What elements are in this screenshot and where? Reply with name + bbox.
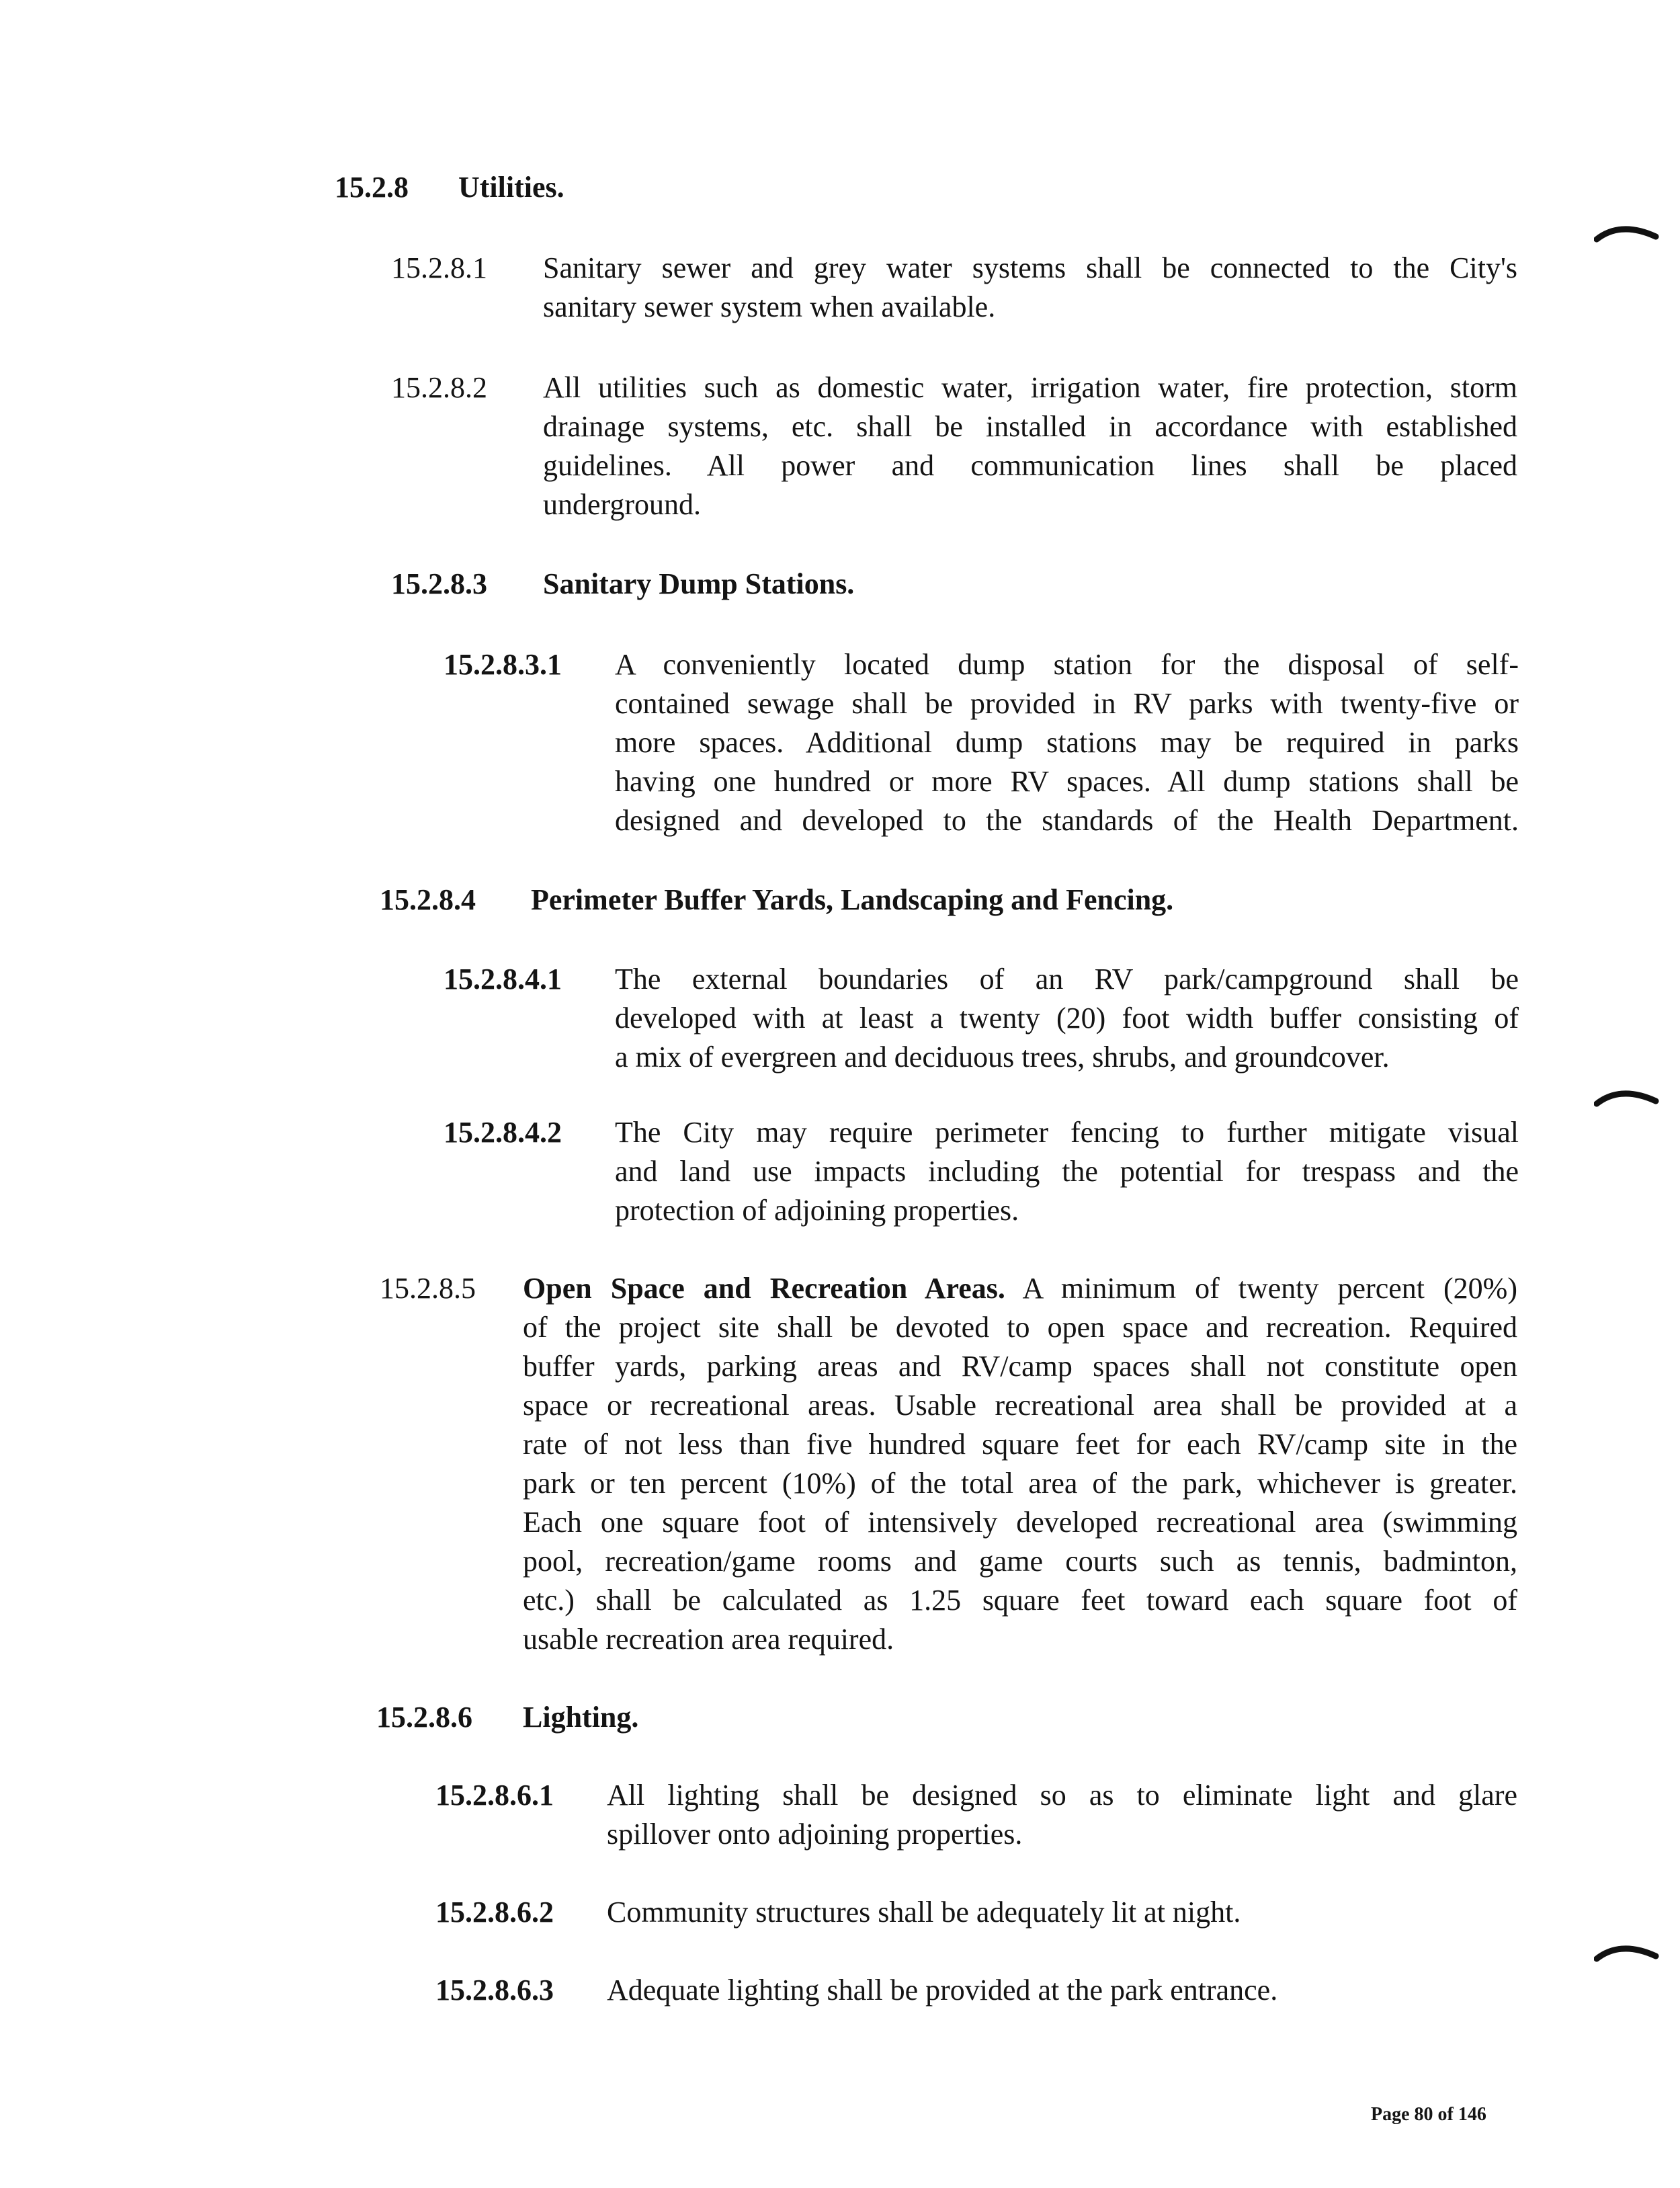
clause-text-line: Each one square foot of intensively developed recreational area (swimming: [523, 1506, 1517, 1539]
clause-text-line: underground.: [543, 488, 702, 521]
section-title: Utilities.: [458, 171, 564, 204]
clause-text-line: spillover onto adjoining properties.: [607, 1818, 1023, 1851]
clause-title: Open Space and Recreation Areas.: [523, 1272, 1005, 1305]
clause-text-line: protection of adjoining properties.: [615, 1194, 1019, 1227]
clause-number: 15.2.8.6.1: [435, 1779, 554, 1812]
clause-text-line: buffer yards, parking areas and RV/camp spaces shall not constitute open: [523, 1350, 1517, 1383]
section-number: 15.2.8.6: [376, 1701, 472, 1734]
clause-text-line: A conveniently located dump station for the disposal of self-: [615, 648, 1519, 681]
clause-number: 15.2.8.2: [391, 371, 487, 404]
section-number: 15.2.8.4: [380, 883, 476, 916]
clause-number: 15.2.8.5: [380, 1272, 476, 1305]
clause-number: 15.2.8.1: [391, 251, 487, 284]
clause-text-line: The City may require perimeter fencing to further mitigate visual: [615, 1116, 1519, 1149]
clause-text-line: having one hundred or more RV spaces. All dump stations shall be: [615, 765, 1519, 798]
clause-text-line: a mix of evergreen and deciduous trees, shrubs, and groundcover.: [615, 1041, 1390, 1073]
clause-text-line: developed with at least a twenty (20) foot width buffer consisting of: [615, 1002, 1519, 1035]
clause-lead-text: A minimum of twenty percent (20%): [1022, 1272, 1517, 1305]
clause-text-line: contained sewage shall be provided in RV parks with twenty-five or: [615, 687, 1519, 720]
clause-text-line: usable recreation area required.: [523, 1623, 894, 1656]
clause-text-line: rate of not less than five hundred square feet for each RV/camp site in the: [523, 1428, 1517, 1461]
clause-text-line: pool, recreation/game rooms and game courts such as tennis, badminton,: [523, 1545, 1517, 1578]
clause-number: 15.2.8.6.2: [435, 1896, 554, 1929]
clause-text-line: guidelines. All power and communication lines shall be placed: [543, 449, 1517, 482]
clause-text-line: etc.) shall be calculated as 1.25 square feet toward each square foot of: [523, 1584, 1517, 1617]
clause-text-line: designed and developed to the standards of the Health Department.: [615, 804, 1519, 837]
clause-number: 15.2.8.4.2: [444, 1116, 562, 1149]
page-number: Page 80 of 146: [1371, 2104, 1486, 2125]
clause-text-line: Community structures shall be adequately lit at night.: [607, 1896, 1241, 1929]
clause-text-line: All lighting shall be designed so as to eliminate light and glare: [607, 1779, 1517, 1812]
clause-text-line: space or recreational areas. Usable recreational area shall be provided at a: [523, 1389, 1517, 1422]
clause-text-line: [523, 1269, 1517, 1308]
section-title: Sanitary Dump Stations.: [543, 567, 855, 600]
section-title: Lighting.: [523, 1701, 639, 1734]
clause-text-line: Sanitary sewer and grey water systems shall be connected to the City's: [543, 251, 1517, 284]
clause-text-line: The external boundaries of an RV park/campground shall be: [615, 963, 1519, 996]
clause-text-line: and land use impacts including the potential for trespass and the: [615, 1155, 1519, 1188]
clause-number: 15.2.8.3.1: [444, 648, 562, 681]
section-number: 15.2.8.3: [391, 567, 487, 600]
clause-text-line: All utilities such as domestic water, irrigation water, fire protection, storm: [543, 371, 1517, 404]
binder-hole-mark: [1594, 1936, 1661, 1963]
section-title: Perimeter Buffer Yards, Landscaping and Fencing.: [531, 883, 1174, 916]
clause-text-line: more spaces. Additional dump stations may be required in parks: [615, 726, 1519, 759]
clause-text-line: Adequate lighting shall be provided at the park entrance.: [607, 1974, 1278, 2007]
clause-number: 15.2.8.6.3: [435, 1974, 554, 2007]
binder-hole-mark: [1594, 1081, 1661, 1108]
clause-text-line: sanitary sewer system when available.: [543, 290, 996, 323]
binder-hole-mark: [1594, 216, 1661, 243]
clause-text-line: park or ten percent (10%) of the total area of the park, whichever is greater.: [523, 1467, 1517, 1500]
clause-text-line: drainage systems, etc. shall be installed in accordance with established: [543, 410, 1517, 443]
clause-number: 15.2.8.4.1: [444, 963, 562, 996]
clause-text-line: of the project site shall be devoted to open space and recreation. Required: [523, 1311, 1517, 1344]
section-number: 15.2.8: [335, 171, 409, 204]
